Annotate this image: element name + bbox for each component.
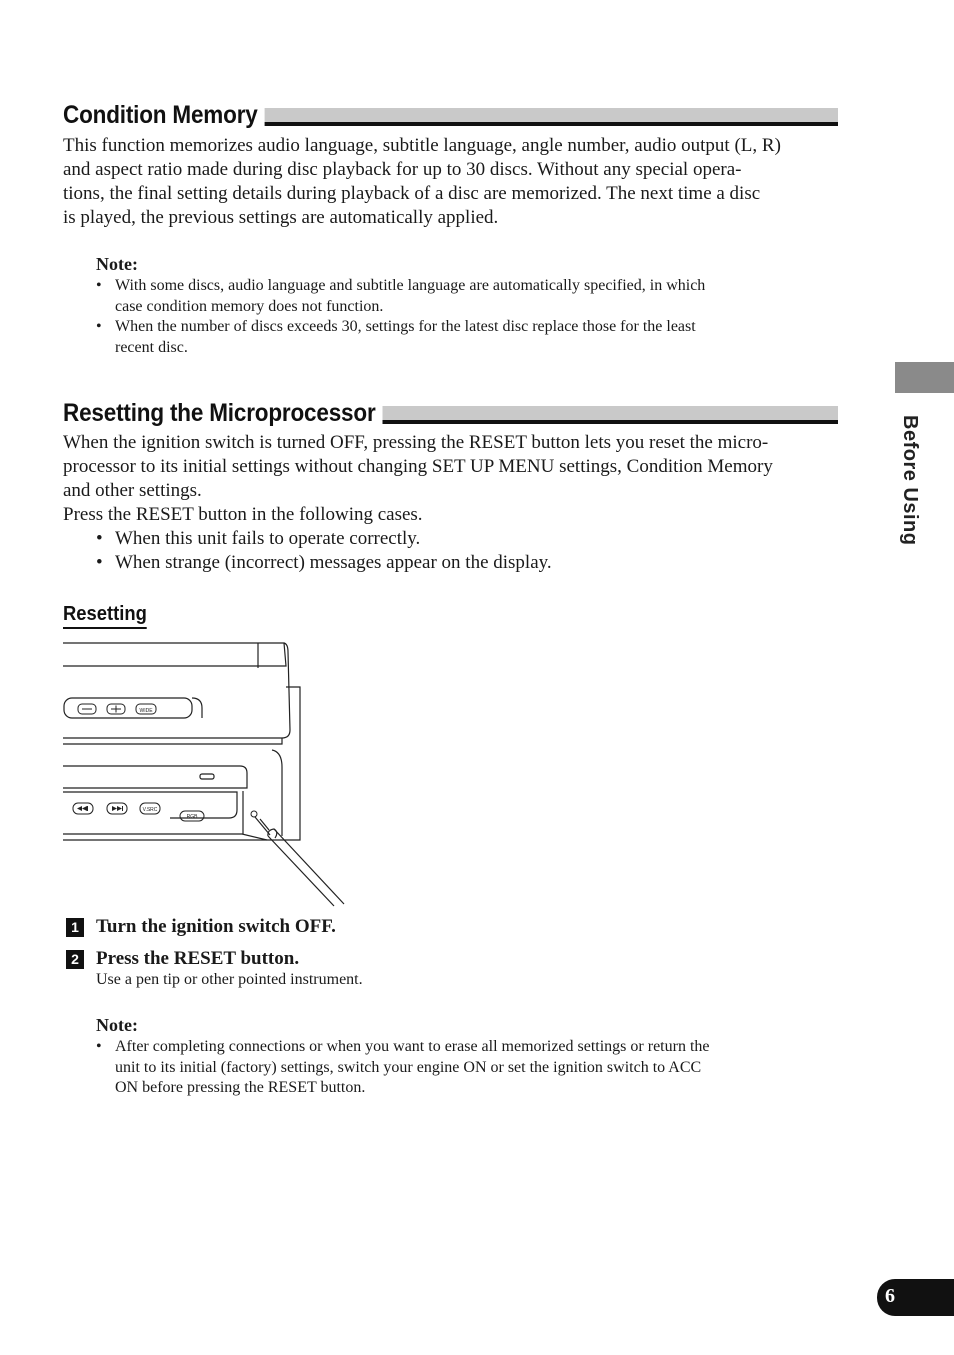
page-number-badge [877,1279,954,1316]
side-chapter-label: Before Using [899,415,921,546]
section-title: Resetting the Microprocessor [63,401,383,426]
case-item [96,551,552,575]
body-line: is played, the previous settings are automatically applied. [63,207,499,228]
body-line: processor to its initial settings without changing SET UP MENU settings, Condition Memory [63,456,773,477]
case-text: When this unit fails to operate correctly. [115,528,421,549]
side-tab-marker [895,362,954,393]
control-bar [64,698,192,718]
bullet: • [96,277,102,294]
note-line: ON before pressing the RESET button. [115,1079,366,1096]
condition-memory-body [63,134,843,230]
note-item [96,1037,836,1099]
note-list [96,1037,836,1099]
note-line: case condition memory does not function. [115,297,384,315]
body-line: Press the RESET button in the following cases. [63,504,423,525]
section-title: Condition Memory [63,103,265,128]
bullet: • [96,552,103,573]
reset-button [251,811,257,817]
bullet: • [96,1038,102,1055]
note-heading: Note: [96,254,138,274]
reset-illustration [62,642,352,907]
note-line: recent disc. [115,338,188,356]
vsrc-label: V.SRC [142,807,158,813]
step-text: Turn the ignition switch OFF. [96,916,336,937]
page-number: 6 [885,1285,895,1307]
rgb-label: RGB [186,814,198,820]
reset-cases-list [96,527,552,575]
note-line: With some discs, audio language and subtitle language are automatically specified, in which [115,277,706,294]
step-number: 2 [66,950,84,969]
note-heading: Note: [96,1015,138,1035]
body-line: When the ignition switch is turned OFF, pressing the RESET button lets you reset the micro- [63,432,769,453]
step-text: Press the RESET button. [96,948,300,969]
body-line: tions, the final setting details during playback of a disc are memorized. The next time a disc [63,183,761,204]
section-heading-resetting-microprocessor [63,399,838,428]
note-item [96,317,816,358]
section-heading-condition-memory [63,101,838,130]
note-list [96,276,816,358]
wide-label: WIDE [139,708,153,714]
note-line: After completing connections or when you want to erase all memorized settings or return the [115,1038,710,1055]
body-line: and aspect ratio made during disc playback for up to 30 discs. Without any special opera- [63,159,742,180]
bullet: • [96,318,102,335]
housing [267,687,300,840]
bullet: • [96,528,103,549]
resetting-subheading: Resetting [63,603,147,629]
note-line: When the number of discs exceeds 30, settings for the latest disc replace those for the least [115,318,696,335]
note-item [96,276,816,317]
body-line: and other settings. [63,480,202,501]
note-line: unit to its initial (factory) settings, switch your engine ON or set the ignition switch to ACC [115,1058,702,1076]
resetting-body [63,431,843,527]
step-2-detail: Use a pen tip or other pointed instrument. [96,971,363,988]
body-line: This function memorizes audio language, subtitle language, angle number, audio output (L, R) [63,135,781,156]
monitor-screen [63,643,286,666]
case-text: When strange (incorrect) messages appear on the display. [115,552,552,573]
step-number: 1 [66,918,84,937]
case-item [96,527,552,551]
